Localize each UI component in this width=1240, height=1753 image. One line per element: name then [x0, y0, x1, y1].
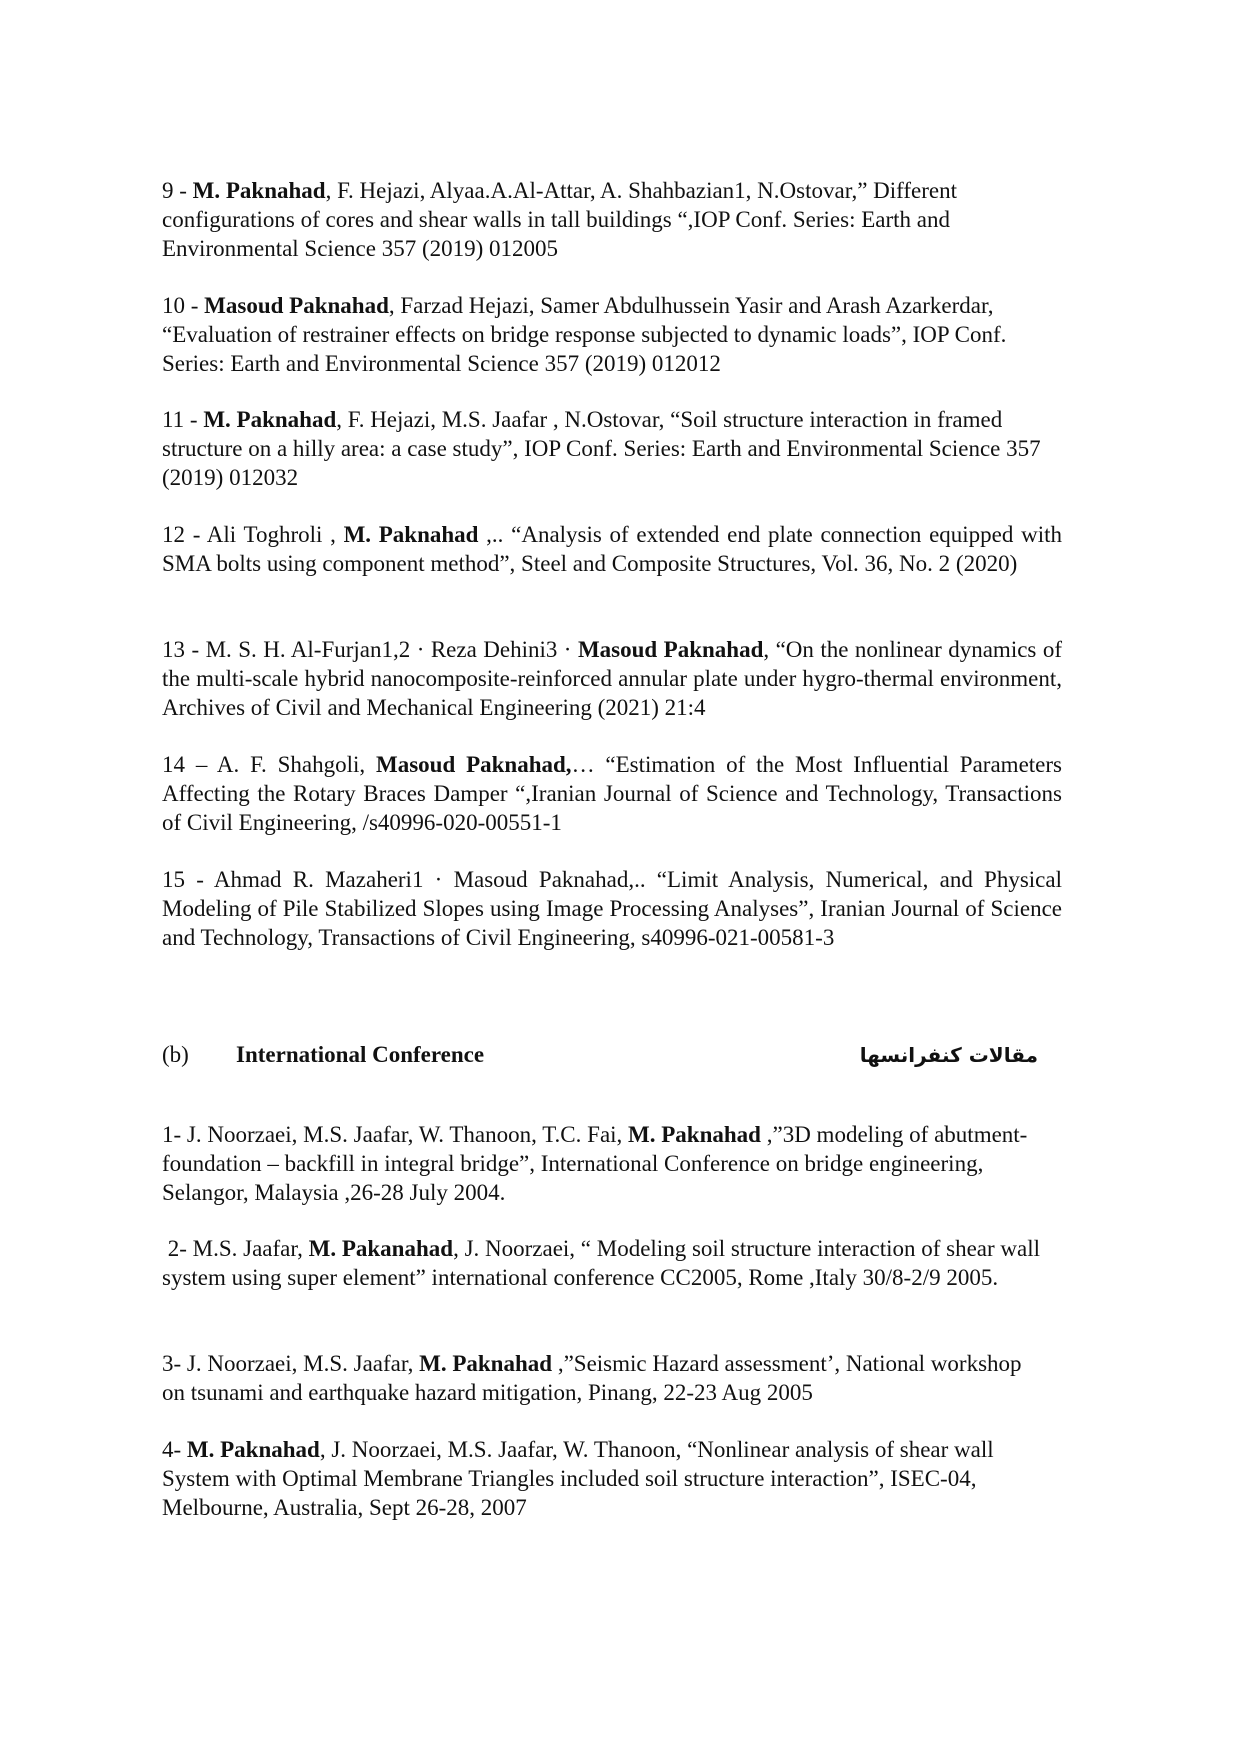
entry-prefix: 13 - M. S. H. Al-Furjan1,2 · Reza Dehini3 · [162, 637, 578, 662]
section-title-arabic: مقالات كنفرانسها [859, 1043, 1038, 1067]
entry-text: ,”3D modeling of abutment- foundation – backfill in integral bridge”, International Conference on bridge engineering, Selangor, Malaysia ,26-28 July 2004. [162, 1122, 1028, 1205]
entry-text: , J. Noorzaei, M.S. Jaafar, W. Thanoon, “Nonlinear analysis of shear wall System with Optimal Membrane Triangles included soil structure interaction”, ISEC-04, Melbourne, Australia, Sept 26-28, 2007 [162, 1437, 994, 1520]
conference-entry-2 [162, 1234, 1046, 1292]
conference-entry-1 [162, 1120, 1042, 1207]
entry-prefix: 3- J. Noorzaei, M.S. Jaafar, [162, 1351, 420, 1376]
entry-prefix: 11 - [162, 407, 204, 432]
author-name: M. Paknahad [192, 178, 326, 203]
section-label: (b) [162, 1042, 189, 1067]
author-name: Masoud Paknahad [204, 293, 389, 318]
author-name: M. Paknahad [203, 407, 337, 432]
conference-entry-4 [162, 1435, 1042, 1522]
publication-entry-9 [162, 176, 1042, 263]
publication-entry-14 [162, 750, 1062, 837]
section-title: International Conference [236, 1042, 485, 1067]
entry-prefix: 4- [162, 1437, 187, 1462]
publication-entry-15 [162, 865, 1062, 952]
entry-text: , F. Hejazi, Alyaa.A.Al-Attar, A. Shahbazian1, N.Ostovar,” Different configurations of cores and shear walls in tall buildings “,IOP Conf. Series: Earth and Environmental Science 357 (2019) 012005 [162, 178, 958, 261]
entry-text: … “Estimation of the Most Influential Parameters Affecting the Rotary Braces Damper “,Iranian Journal of Science and Technology, Transactions of Civil Engineering, /s40996-020-00551-1 [162, 752, 1062, 835]
entry-text: , F. Hejazi, M.S. Jaafar , N.Ostovar, “Soil structure interaction in framed structure on a hilly area: a case study”, IOP Conf. Series: Earth and Environmental Science 357 (2019) 012032 [162, 407, 1041, 490]
author-name: M. Paknahad [628, 1122, 761, 1147]
entry-text: ,.. “Analysis of extended end plate connection equipped with SMA bolts using component method”, Steel and Composite Structures, Vol. 36, No. 2 (2020) [162, 522, 1062, 576]
entry-text: 15 - Ahmad R. Mazaheri1 · Masoud Paknahad,.. “Limit Analysis, Numerical, and Physical Modeling of Pile Stabilized Slopes using Image Processing Analyses”, Iranian Journal of Science and Technology, Transactions of Civil Engineering, s40996-021-00581-3 [162, 867, 1062, 950]
entry-prefix: 12 - Ali Toghroli , [162, 522, 344, 547]
publication-entry-10 [162, 291, 1042, 378]
entry-prefix: 14 – A. F. Shahgoli, [162, 752, 377, 777]
entry-text: , J. Noorzaei, “ Modeling soil structure interaction of shear wall system using super element” international conference CC2005, Rome ,Italy 30/8-2/9 2005. [162, 1236, 1046, 1290]
author-name: M. Paknahad [343, 522, 479, 547]
entry-prefix: 10 - [162, 293, 205, 318]
entry-text: , “On the nonlinear dynamics of the multi-scale hybrid nanocomposite-reinforced annular plate under hygro-thermal environment, Archives of Civil and Mechanical Engineering (2021) 21:4 [162, 637, 1062, 720]
publication-entry-11 [162, 405, 1042, 492]
conference-entry-3 [162, 1349, 1042, 1407]
publication-entry-13 [162, 635, 1062, 722]
author-name: M. Paknahad [186, 1437, 320, 1462]
entry-text: , Farzad Hejazi, Samer Abdulhussein Yasir and Arash Azarkerdar, “Evaluation of restrainer effects on bridge response subjected to dynamic loads”, IOP Conf. Series: Earth and Environmental Science 357 (2019) 012012 [162, 293, 1007, 376]
publication-entry-12 [162, 520, 1062, 578]
author-name: Masoud Paknahad [577, 637, 764, 662]
author-name: M. Pakanahad [308, 1236, 454, 1261]
entry-prefix: 2- M.S. Jaafar, [162, 1236, 309, 1261]
entry-prefix: 9 - [162, 178, 193, 203]
author-name: Masoud Paknahad, [376, 752, 572, 777]
entry-text: ,”Seismic Hazard assessment’, National workshop on tsunami and earthquake hazard mitigation, Pinang, 22-23 Aug 2005 [162, 1351, 1022, 1405]
entry-prefix: 1- J. Noorzaei, M.S. Jaafar, W. Thanoon, T.C. Fai, [162, 1122, 629, 1147]
section-heading [162, 1039, 1062, 1071]
author-name: M. Paknahad [419, 1351, 553, 1376]
